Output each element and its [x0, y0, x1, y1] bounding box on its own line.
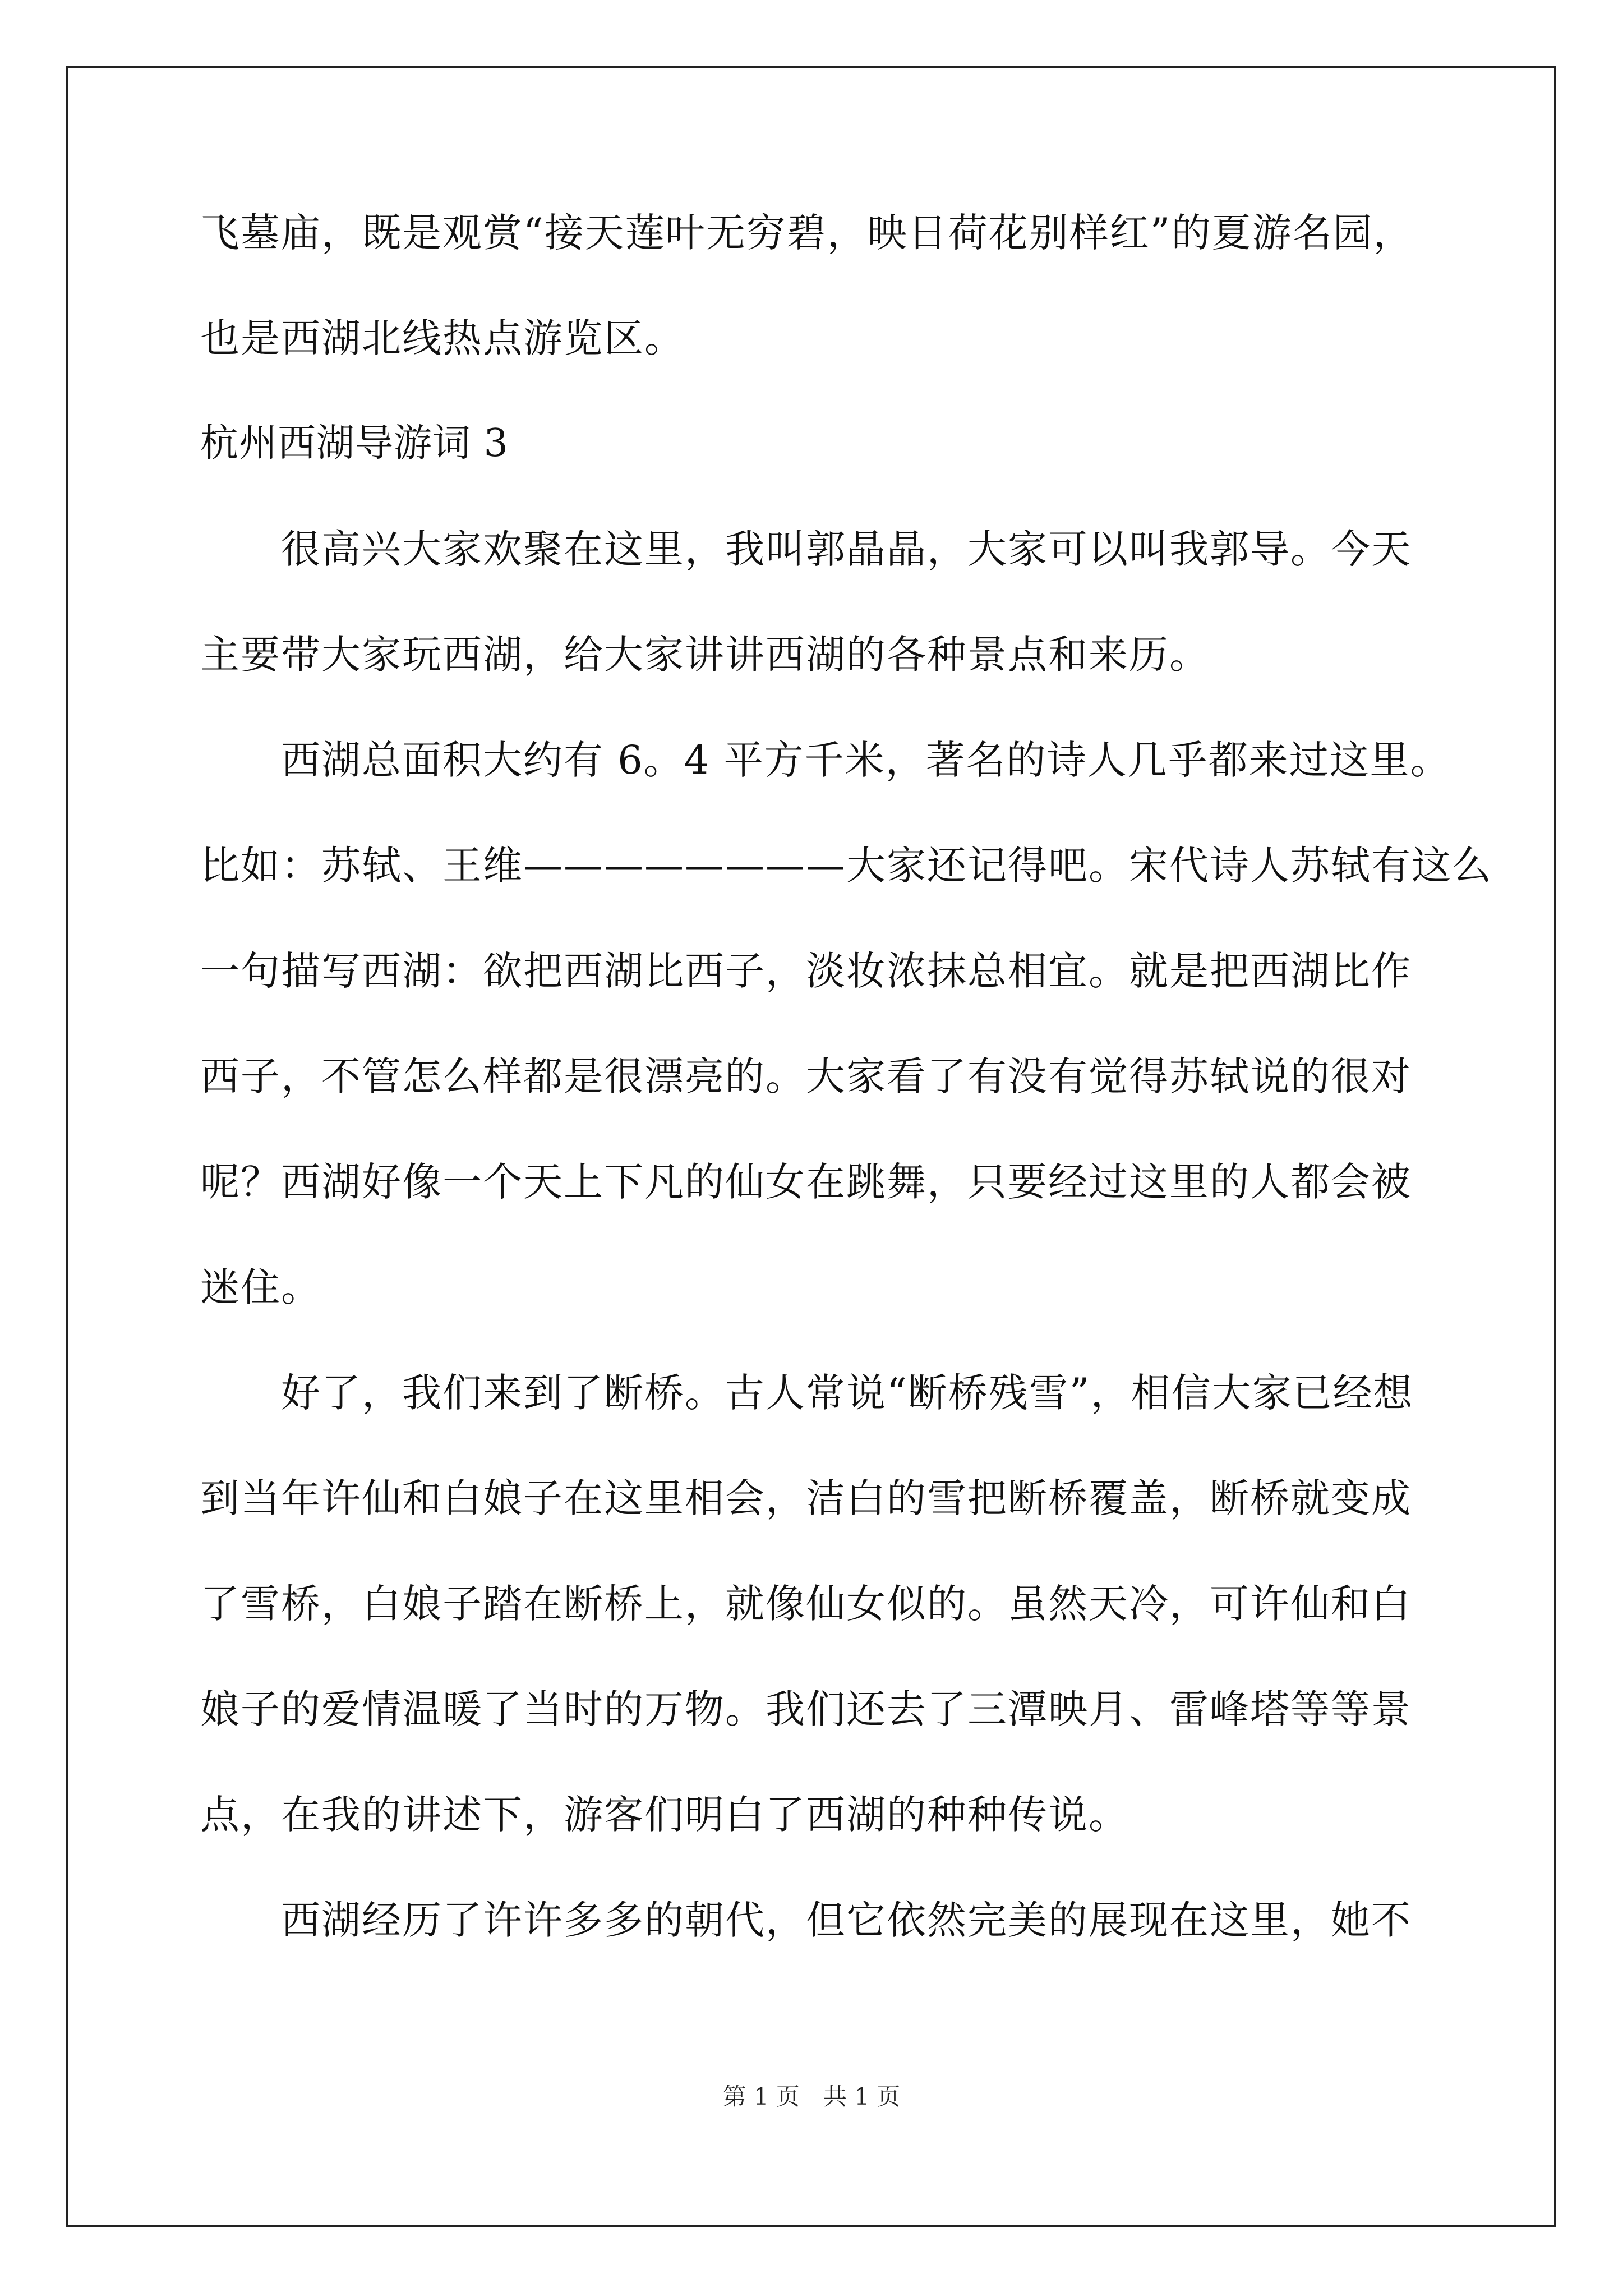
text-line: 西子，不管怎么样都是很漂亮的。大家看了有没有觉得苏轼说的很对: [200, 1053, 1412, 1099]
text-line: 点，在我的讲述下，游客们明白了西湖的种种传说。: [200, 1792, 1129, 1838]
text-line: 了雪桥，白娘子踏在断桥上，就像仙女似的。虽然天冷，可许仙和白: [200, 1581, 1412, 1627]
text-line: 也是西湖北线热点游览区。: [200, 315, 685, 361]
text-line: 一句描写西湖：欲把西湖比西子，淡妆浓抹总相宜。就是把西湖比作: [200, 948, 1412, 994]
text-line: 迷住。: [200, 1264, 321, 1310]
text-line: 飞墓庙，既是观赏“接天莲叶无穷碧，映日荷花别样红”的夏游名园，: [200, 210, 1414, 256]
text-line: 很高兴大家欢聚在这里，我叫郭晶晶，大家可以叫我郭导。今天: [200, 526, 1412, 572]
text-line: 西湖总面积大约有 6。4 平方千米，著名的诗人几乎都来过这里。: [200, 737, 1451, 783]
text-line: 主要带大家玩西湖，给大家讲讲西湖的各种景点和来历。: [200, 632, 1210, 678]
text-line: 西湖经历了许许多多的朝代，但它依然完美的展现在这里，她不: [200, 1897, 1412, 1943]
text-line: 好了，我们来到了断桥。古人常说“断桥残雪”，相信大家已经想: [200, 1370, 1414, 1416]
page-footer: 第 1 页 共 1 页: [722, 2083, 901, 2110]
text-line: 呢？西湖好像一个天上下凡的仙女在跳舞，只要经过这里的人都会被: [200, 1159, 1412, 1205]
text-line: 娘子的爱情温暖了当时的万物。我们还去了三潭映月、雷峰塔等等景: [200, 1686, 1412, 1732]
text-line: 到当年许仙和白娘子在这里相会，洁白的雪把断桥覆盖，断桥就变成: [200, 1475, 1412, 1521]
text-line: 比如：苏轼、王维————————大家还记得吧。宋代诗人苏轼有这么: [200, 843, 1492, 889]
section-heading: 杭州西湖导游词 3: [200, 421, 509, 466]
